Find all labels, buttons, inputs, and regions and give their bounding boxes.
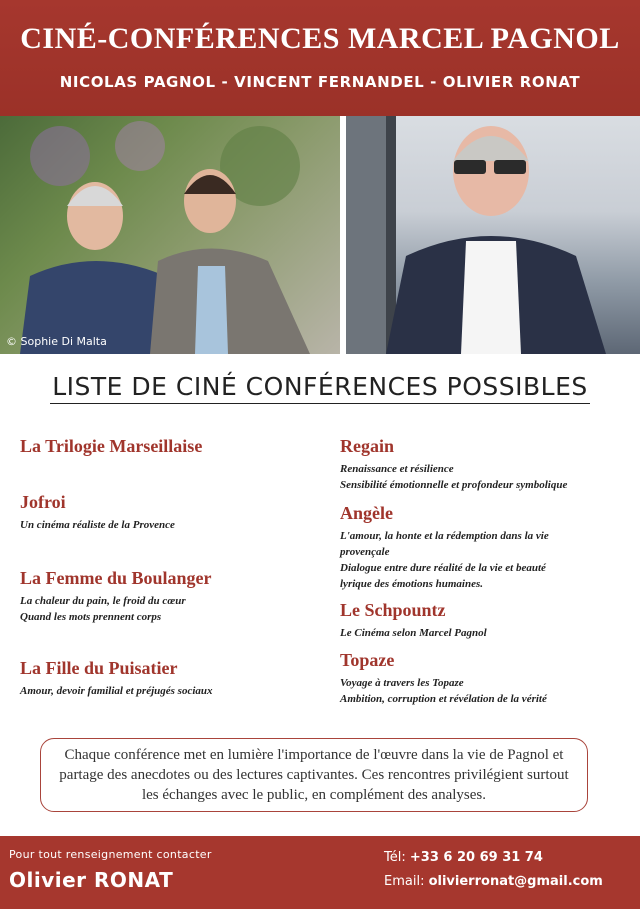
contact-name: Olivier RONAT: [9, 868, 174, 892]
conference-desc-line: Ambition, corruption et révélation de la vérité: [340, 693, 547, 705]
conference-desc-line: Sensibilité émotionnelle et profondeur symbolique: [340, 479, 568, 491]
photo-strip: [0, 116, 640, 356]
conference-title: Topaze: [340, 650, 395, 670]
conference-item: [340, 650, 630, 707]
conference-desc-line: Un cinéma réaliste de la Provence: [20, 519, 175, 531]
conference-desc-line: L'amour, la honte et la rédemption dans la vie: [340, 530, 549, 542]
phone-number[interactable]: +33 6 20 69 31 74: [409, 850, 543, 865]
info-note-box: [40, 738, 588, 812]
conference-item: [340, 503, 630, 592]
photo-nicolas-vincent: [0, 116, 340, 354]
conference-item: [340, 436, 630, 493]
conference-desc-line: La chaleur du pain, le froid du cœur: [20, 595, 186, 607]
conference-title: Jofroi: [20, 492, 66, 512]
conference-title: La Fille du Puisatier: [20, 658, 178, 678]
conference-title: Le Schpountz: [340, 600, 446, 620]
email-address[interactable]: olivierronat@gmail.com: [428, 874, 603, 889]
contact-label: Pour tout renseignement contacter: [9, 848, 212, 861]
conference-desc-line: Le Cinéma selon Marcel Pagnol: [340, 627, 487, 639]
conference-title: La Trilogie Marseillaise: [20, 436, 203, 456]
footer-banner: [0, 836, 640, 909]
contact-phone: [384, 850, 543, 865]
list-heading: LISTE DE CINÉ CONFÉRENCES POSSIBLES: [0, 372, 640, 401]
page-subtitle: NICOLAS PAGNOL - VINCENT FERNANDEL - OLIVIER RONAT: [59, 73, 581, 91]
contact-email: [384, 874, 603, 889]
conference-item: [20, 492, 320, 533]
info-note-text: Chaque conférence met en lumière l'importance de l'œuvre dans la vie de Pagnol et partage des anecdotes ou des lectures captivantes. Ces rencontres privilégient surtout les échanges avec le public, en complément des analyses.: [59, 747, 569, 803]
conference-item: [20, 568, 320, 625]
conference-title: Regain: [340, 436, 394, 456]
conference-item: [20, 658, 320, 699]
phone-label: Tél:: [384, 850, 406, 865]
photo-left-illustration: [0, 116, 340, 354]
photo-right-illustration: [346, 116, 640, 354]
conference-desc-line: provençale: [340, 546, 390, 558]
conference-desc-line: Dialogue entre dure réalité de la vie et beauté: [340, 562, 546, 574]
conference-item: [340, 600, 630, 641]
conference-desc-line: Voyage à travers les Topaze: [340, 677, 464, 689]
photo-olivier: [346, 116, 640, 354]
header-banner: [0, 0, 640, 116]
photo-credit: © Sophie Di Malta: [6, 335, 107, 348]
conference-desc-line: Amour, devoir familial et préjugés sociaux: [20, 685, 213, 697]
email-label: Email:: [384, 874, 425, 889]
page-title: CINÉ-CONFÉRENCES MARCEL PAGNOL: [20, 22, 620, 55]
conference-item: [20, 436, 320, 457]
conference-desc-line: lyrique des émotions humaines.: [340, 578, 484, 590]
conference-title: Angèle: [340, 503, 393, 523]
conference-desc-line: Renaissance et résilience: [340, 463, 454, 475]
conference-title: La Femme du Boulanger: [20, 568, 212, 588]
conference-desc-line: Quand les mots prennent corps: [20, 611, 162, 623]
